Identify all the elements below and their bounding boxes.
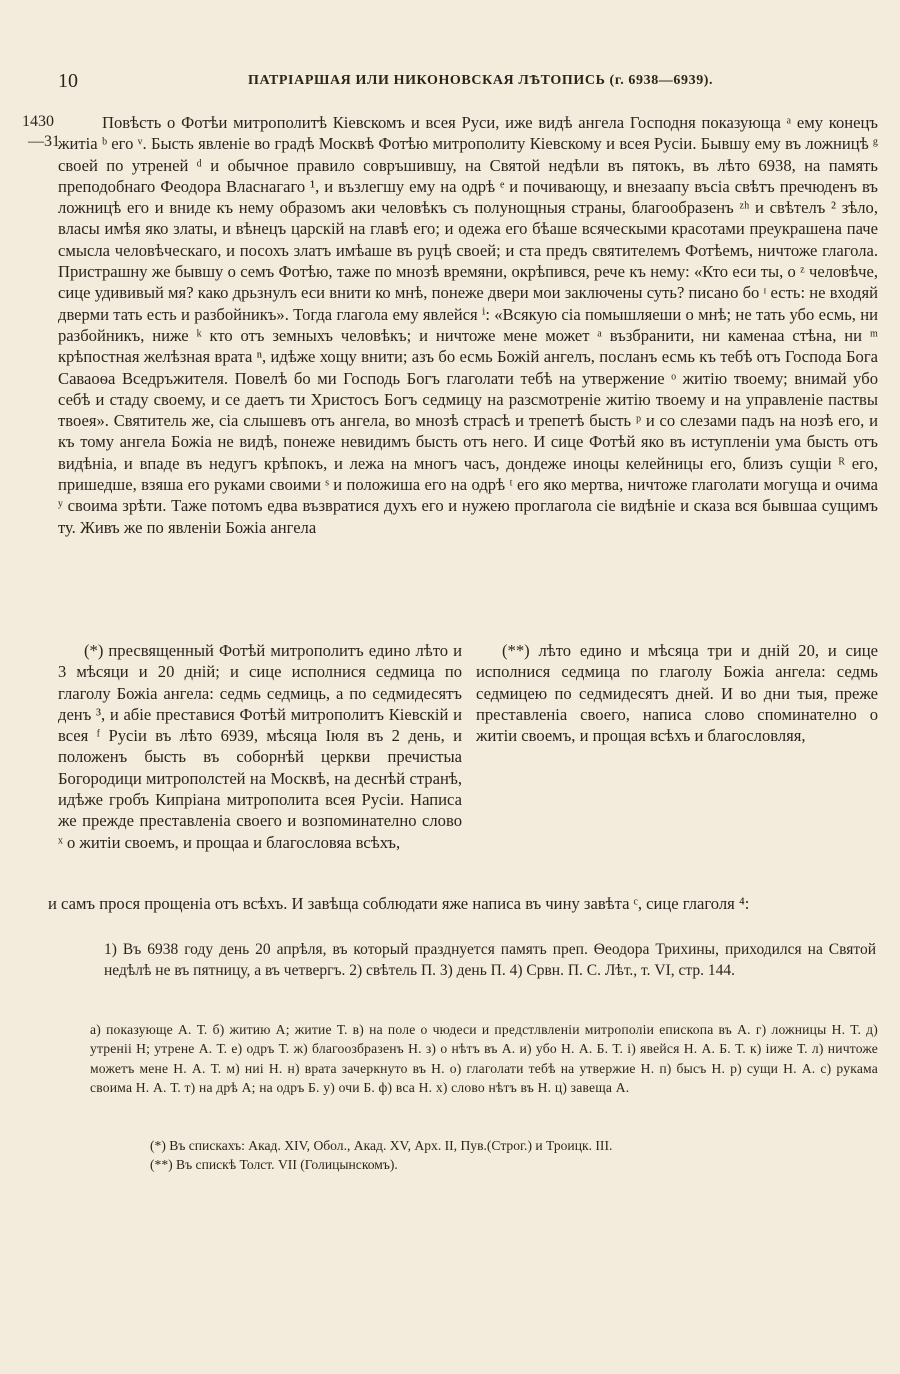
running-title: ПАТРІАРШАЯ ИЛИ НИКОНОВСКАЯ ЛѢТОПИСЬ (г. 6938—6939).: [248, 73, 714, 88]
right-column: [476, 640, 878, 746]
main-paragraph: Повѣсть о Фотѣи митрополитѣ Кіевскомъ и всея Руси, иже видѣ ангела Господня показующа ᵃ ему конецъ житіа ᵇ его ᵛ. Бысть явленіе во градѣ Москвѣ Фотѣю митрополиту Кіевскому и всея Русіи. Бывшу ему въ ложницѣ ᵍ своей по утреней ᵈ и обычное правило совръшившу, на Святой недѣли въ пятокъ, въ лѣто 6938, на память преподобнаго Феодора Власнагаго ¹, и възлегшу ему на одрѣ ᵉ и почивающу, и внезаапу въсіа свѣтъ пречюденъ въ ложницѣ его и вниде къ нему образомъ аки человѣкъ съ полунощныя страны, благообразенъ ᶻʰ и свѣтелъ ² зѣло, власы имѣя яко златы, и вѣнецъ царскій на главѣ его; и одежа его бѣаше всяческыми красотами преукрашена паче смысла человѣческаго, и посохъ златъ имѣаше въ руцѣ своей; и ста предъ святителемъ Фотѣемъ, ничтоже глагола. Пристрашну же бывшу о семъ Фотѣю, таже по мнозѣ времяни, окрѣпився, рече къ нему: «Кто еси ты, о ᶻ человѣче, сице удививый мя? како дрьзнулъ еси внити ко мнѣ, понеже двери мои заключены суть? писано бо ᶦ есть: не входяй дверми тать есть и разбойникъ». Тогда глагола ему явлейся ⁱ: «Всякую сіа помышляеши о мнѣ; не тать убо есмь, ни разбойникъ, ниже ᵏ кто отъ земныхъ человѣкъ; и ничтоже мене может ᵃ възбранити, ни каменаа стѣна, ни ᵐ крѣпостная желѣзная врата ⁿ, идѣже хощу внити; азъ бо есмь Божій ангелъ, посланъ есмь къ тебѣ отъ Господа Бога Саваоѳа Вседръжителя. Повелѣ бо ми Господь Богъ глаголати тебѣ на утвержение ᵒ житію твоему; внимай убо себѣ и стаду своему, и се даетъ ти Христосъ Богъ седмицу на разсмотреніе житію твоему и на управленіе паствы твоея». Святитель же, сіа слышевъ отъ ангела, во мнозѣ страсѣ и трепетѣ бысть ᵖ и со слезами падъ на нозѣ его, и къ тому ангела Божіа не видѣ, понеже невидимъ бысть отъ него. И сице Фотѣй яко въ иступленіи ума бысть отъ видѣніа, и впаде въ недугъ крѣпокъ, и лежа на многъ часъ, дондеже иноцы келейницы его, близъ сущіи ᴿ его, пришедше, взяша его руками своими ˢ и положиша его на одрѣ ᵗ его яко мертва, ничтоже глаголати могуща и очима ʸ своима зрѣти. Таже потомъ едва възвратися духъ его и нужею проглагола сіе видѣніе и сказа вся бывшаа сущимъ ту. Живъ же по явленіи Божіа ангела: [58, 113, 878, 537]
margin-year-start: 1430: [22, 113, 54, 130]
parallel-columns: [58, 640, 878, 890]
sources-line-2: (**) Въ спискѣ Толст. VII (Голицынскомъ).: [150, 1157, 398, 1172]
margin-year-note: [22, 112, 60, 152]
variant-readings: а) показующе А. Т. б) житию А; житие Т. в) на поле о чюдеси и предстлвленіи митрополіи епископа въ А. г) ложницы Н. Т. д) утреніі Н; утрене А. Т. е) одръ Т. ж) благоозбразенъ Н. з) о нѣтъ въ А. и) убо Н. А. Б. Т. і) явейся Н. А. Б. Т. к) іиже Т. л) ничтоже можетъ мене Н. А. Т. м) ниі Н. н) врата зачеркнуто въ Н. о) глаголати тебѣ на утвержие Н. п) бысъ Н. р) сущи Н. А. с) рукама своима Н. А. Т. т) на дрѣ А; на одръ Б. у) очи Б. ф) вса Н. х) слово нѣтъ въ Н. ц) завеща А.: [90, 1022, 878, 1096]
page-header: [58, 70, 860, 94]
main-text: [58, 112, 878, 538]
left-column: [58, 640, 462, 853]
manuscript-sources: [150, 1136, 870, 1174]
footnotes: 1) Въ 6938 году день 20 апрѣля, въ который празднуется память преп. Ѳеодора Трихины, приходился на Святой недѣлѣ не въ пятницу, а въ четвергъ. 2) свѣтель П. 3) день П. 4) Срвн. П. С. Лѣт., т. VI, стр. 144.: [104, 941, 876, 979]
page-number: 10: [58, 70, 78, 92]
right-column-text: (**) лѣто едино и мѣсяца три и дній 20, и сице исполнися седмица по глаголу Божіа ангела: седмь седмицею по седмидесятъ дней. И во дни тыя, преже преставленіа своего, написа слово споминателно о житіи своемъ, и прощая всѣхъ и благословляя,: [476, 641, 878, 746]
left-column-text: (*) пресвященный Фотѣй митрополитъ едино лѣто и 3 мѣсяци и 20 дній; и сице исполнися седмица по глаголу Божіа ангела: седмь седмиць, а по седмидесятъ денъ ³, и абіе преставися Фотѣй митрополитъ Кіевскій и всея ᶠ Русіи въ лѣто 6939, мѣсяца Іюля въ 2 день, и положенъ бысть въ соборнѣй церкви пречистыа Богородици митрополстей на Москвѣ, на деснѣй странѣ, идѣже гробъ Кипріана митрополита всея Русіи. Написа же прежде преставленіа своего и возпоминателно слово ˣ о житіи своемъ, и прощаа и благословяа всѣхъ,: [58, 641, 462, 852]
closing-line: и самъ прося прощеніа отъ всѣхъ. И завѣща соблюдати яже написа въ чину завѣта ᶜ, сице глаголя ⁴:: [48, 894, 750, 913]
margin-year-end: —31: [28, 133, 60, 150]
sources-line-1: (*) Въ спискахъ: Акад. XIV, Обол., Акад. XV, Арх. II, Пув.(Строг.) и Троицк. III.: [150, 1138, 613, 1153]
